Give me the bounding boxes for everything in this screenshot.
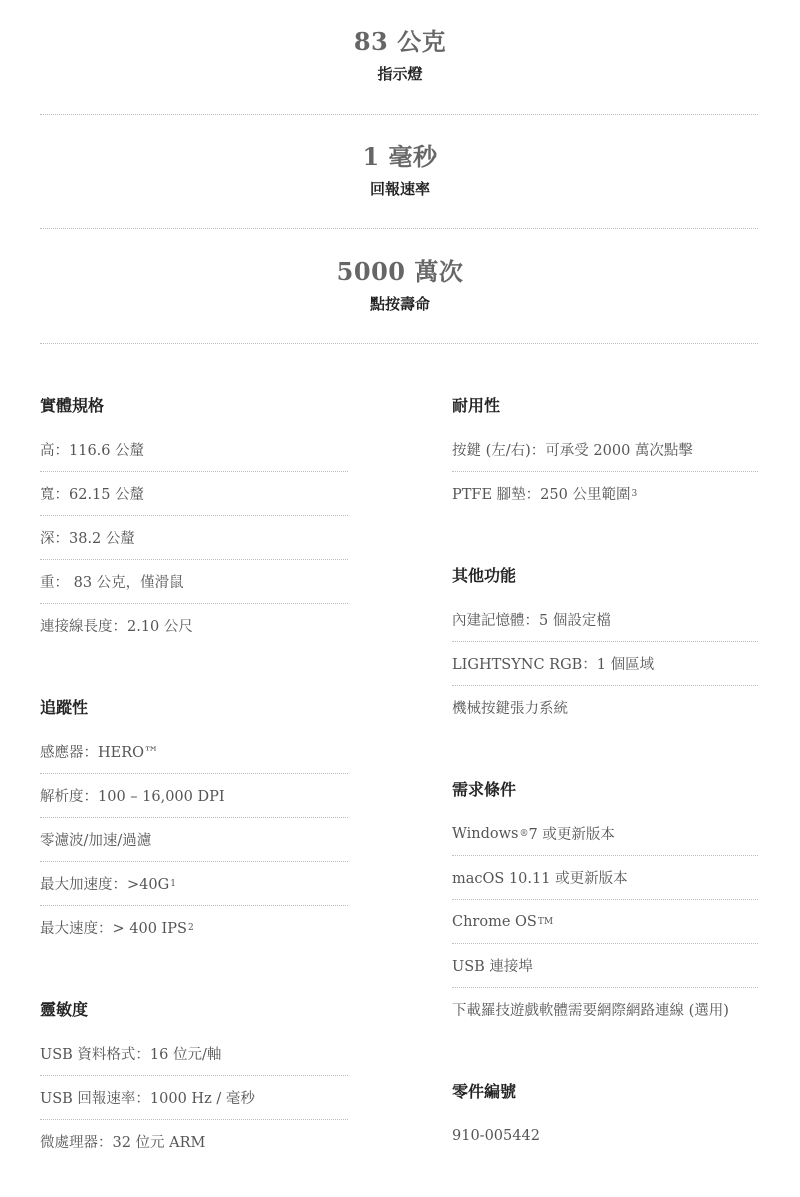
spec-row-max-speed: 最大速度：> 400 IPS 2 <box>40 906 348 949</box>
spec-row-resolution: 解析度：100 – 16,000 DPI <box>40 774 348 818</box>
section-title-durability: 耐用性 <box>452 396 501 415</box>
spec-row-part-number: 910-005442 <box>452 1127 540 1144</box>
spec-row-depth: 深：38.2 公釐 <box>40 516 348 560</box>
highlight-weight-label: 指示燈 <box>377 65 423 83</box>
section-title-requirements: 需求條件 <box>452 780 517 799</box>
chrome-os-text: Chrome OS <box>452 913 537 930</box>
max-acceleration-text: 最大加速度：>40G <box>40 877 170 893</box>
spec-row-chrome-os: Chrome OS TM <box>452 900 758 944</box>
spec-row-onboard-memory: 內建記憶體：5 個設定檔 <box>452 598 758 642</box>
section-title-sensitivity: 靈敏度 <box>40 1000 89 1019</box>
section-title-other-features: 其他功能 <box>452 566 517 585</box>
spec-row-button-tension: 機械按鍵張力系統 <box>452 701 568 717</box>
spec-row-buttons: 按鍵 (左/右)：可承受 2000 萬次點擊 <box>452 428 758 472</box>
highlight-click-life-value: 5000 萬次 <box>336 257 464 286</box>
spec-row-macos: macOS 10.11 或更新版本 <box>452 856 758 900</box>
spec-row-ptfe-feet: PTFE 腳墊：250 公里範圍 3 <box>452 472 758 515</box>
highlight-click-life-label: 點按壽命 <box>369 295 430 313</box>
divider <box>40 114 758 115</box>
spec-row-usb-report-rate: USB 回報速率：1000 Hz / 毫秒 <box>40 1076 348 1120</box>
spec-row-usb-port: USB 連接埠 <box>452 944 758 988</box>
specs-left-column <box>40 388 348 1163</box>
highlight-report-rate-value: 1 毫秒 <box>362 142 438 171</box>
divider <box>40 343 758 344</box>
section-title-part-number: 零件編號 <box>452 1082 517 1101</box>
specs-right-column <box>452 388 758 1157</box>
spec-row-weight: 重： 83 公克，僅滑鼠 <box>40 560 348 604</box>
section-title-tracking: 追蹤性 <box>40 698 89 717</box>
divider <box>40 228 758 229</box>
spec-row-microprocessor: 微處理器：32 位元 ARM <box>40 1135 206 1151</box>
spec-row-sensor: 感應器：HERO™ <box>40 730 348 774</box>
spec-row-usb-data-format: USB 資料格式：16 位元/軸 <box>40 1032 348 1076</box>
max-speed-text: 最大速度：> 400 IPS <box>40 921 187 937</box>
spec-row-windows: Windows ® 7 或更新版本 <box>452 812 758 856</box>
highlight-weight-value: 83 公克 <box>353 27 447 56</box>
windows-text: Windows <box>452 825 519 842</box>
spec-row-cable-length: 連接線長度：2.10 公尺 <box>40 619 193 635</box>
section-title-physical: 實體規格 <box>40 396 105 415</box>
spec-row-height: 高：116.6 公釐 <box>40 428 348 472</box>
highlight-report-rate-label: 回報速率 <box>369 180 430 198</box>
spec-row-lightsync: LIGHTSYNC RGB：1 個區域 <box>452 642 758 686</box>
spec-row-width: 寬：62.15 公釐 <box>40 472 348 516</box>
spec-row-max-acceleration: 最大加速度：>40G 1 <box>40 862 348 906</box>
windows-version-text: 7 或更新版本 <box>528 827 615 843</box>
spec-row-zero-smoothing: 零濾波/加速/過濾 <box>40 818 348 862</box>
ptfe-feet-text: PTFE 腳墊：250 公里範圍 <box>452 487 631 503</box>
spec-row-software-download: 下載羅技遊戲軟體需要網際網路連線 (選用) <box>452 1003 729 1019</box>
